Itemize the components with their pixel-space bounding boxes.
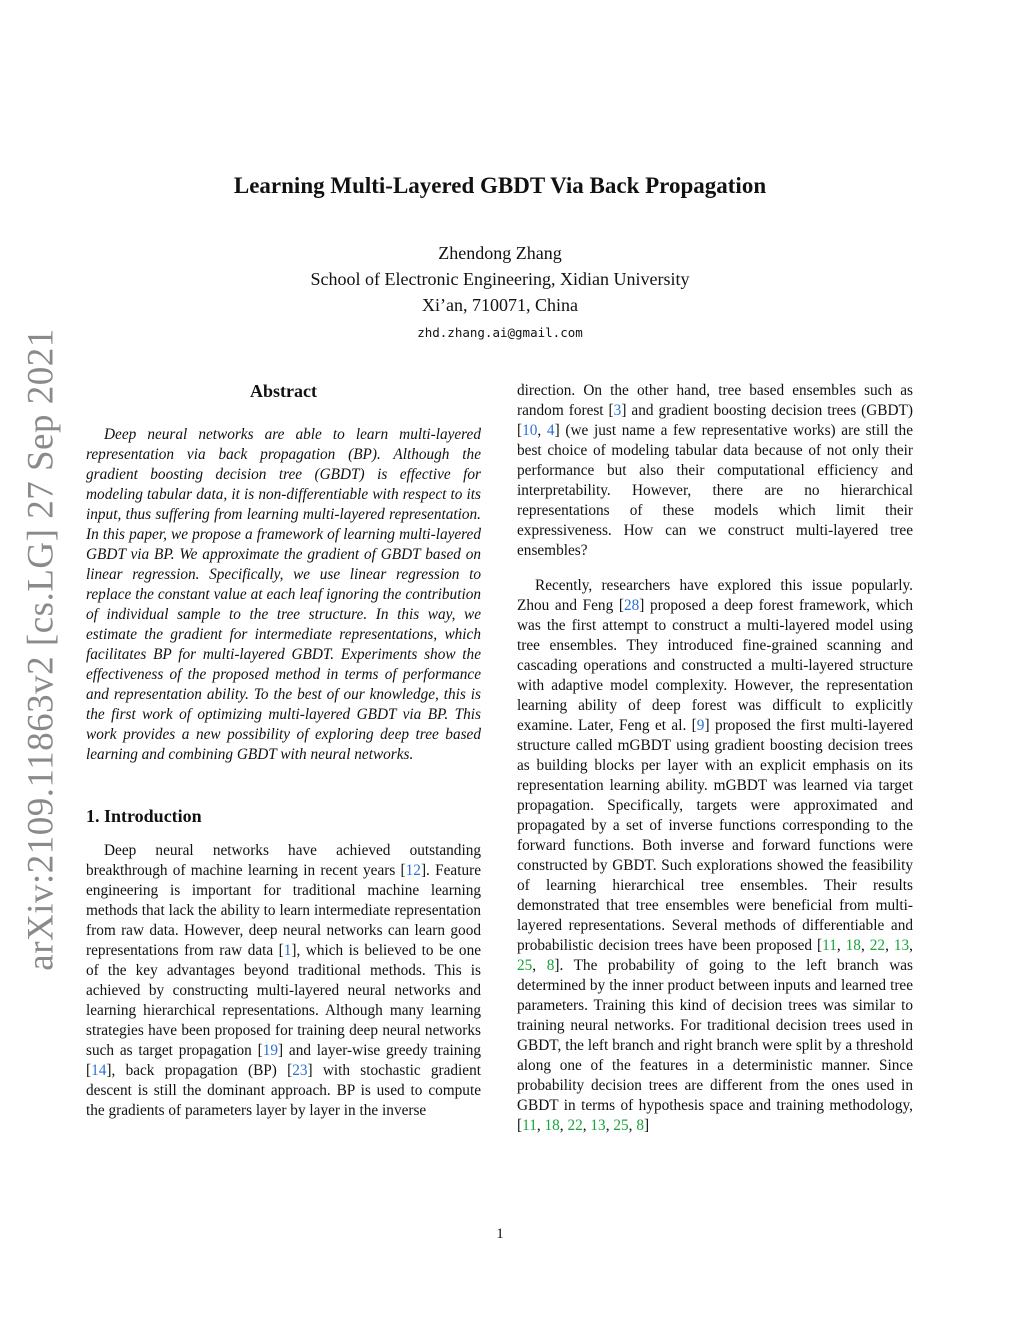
citation-link[interactable]: 1 <box>283 942 292 959</box>
citation-link[interactable]: 4 <box>546 422 555 439</box>
author-email: zhd.zhang.ai@gmail.com <box>417 325 583 340</box>
citation-link[interactable]: 19 <box>262 1042 278 1059</box>
citation-link[interactable]: 12 <box>405 862 421 879</box>
author-affiliation: School of Electronic Engineering, Xidian University <box>310 269 690 289</box>
citation-link[interactable]: 13 <box>590 1117 606 1134</box>
introduction-heading: 1. Introduction <box>86 806 202 826</box>
citation-link[interactable]: 25 <box>613 1117 629 1134</box>
introduction-paragraph-1: Deep neural networks have achieved outstanding breakthrough of machine learning in recent years [12]. Feature engineering is important for traditional machine learning methods that lack the ability to learn intermediate representation from raw data. However, deep neural networks can learn good representations from raw data [1], which is believed to be one of the key advantages beyond traditional methods. This is achieved by constructing multi-layered neural networks and learning hierarchical representations. Although many learning strategies have been proposed for training deep neural networks such as target propagation [19] and layer-wise greedy training [14], back propagation (BP) [23] with stochastic gradient descent is still the dominant approach. BP is used to compute the gradients of parameters layer by layer in the inverse <box>86 842 482 1119</box>
citation-link[interactable]: 11 <box>822 937 837 954</box>
citation-link[interactable]: 8 <box>636 1117 644 1134</box>
arxiv-identifier-stamp <box>5 327 77 971</box>
citation-link[interactable]: 9 <box>696 717 705 734</box>
citation-link[interactable]: 22 <box>869 937 886 954</box>
author-location: Xi’an, 710071, China <box>422 295 578 315</box>
abstract-heading: Abstract <box>250 381 317 401</box>
citation-link[interactable]: 18 <box>845 937 861 954</box>
paper-title: Learning Multi-Layered GBDT Via Back Propagation <box>233 173 767 198</box>
citation-link[interactable]: 8 <box>546 957 555 974</box>
citation-link[interactable]: 25 <box>517 957 533 974</box>
citation-link[interactable]: 22 <box>567 1117 583 1134</box>
citation-link[interactable]: 23 <box>292 1062 308 1079</box>
arxiv-id-text: arXiv:2109.11863v2 [cs.LG] 27 Sep 2021 <box>20 327 62 971</box>
citation-link[interactable]: 10 <box>522 422 538 439</box>
citation-link[interactable]: 18 <box>544 1117 560 1134</box>
right-column <box>517 381 913 1136</box>
introduction-paragraph-2: Recently, researchers have explored this issue popularly. Zhou and Feng [28] proposed a deep forest framework, which was the first attempt to construct a multi-layered model using tree ensembles. They introduced fine-grained scanning and cascading operations and constructed a multi-layered structure with adaptive model complexity. However, the representation learning ability of deep forest was difficult to explicitly examine. Later, Feng et al. [9] proposed the first multi-layered structure called mGBDT using gradient boosting decision trees as building blocks per layer with an explicit emphasis on its representation learning ability. mGBDT was learned via target propagation. Specifically, targets were approximated and propagated by a set of inverse functions corresponding to the forward functions. Both inverse and forward functions were constructed by GBDT. Such explorations showed the feasibility of learning hierarchical tree ensembles. Their results demonstrated that tree ensembles were beneficial from multi-layered representations. Several methods of differentiable and probabilistic decision trees have been proposed [11, 18, 22, 13, 25, 8]. The probability of going to the left branch was determined by the inner product between inputs and learned tree parameters. Training this kind of decision trees was similar to training neural networks. For traditional decision trees used in GBDT, the left branch and right branch were split by a threshold along one of the features in a deterministic manner. Since probability decision trees are different from the ones used in GBDT in terms of hypothesis space and training methodology, [11, 18, 22, 13, 25, 8] <box>517 577 913 1134</box>
citation-link[interactable]: 13 <box>893 937 910 954</box>
citation-link[interactable]: 28 <box>623 597 640 614</box>
citation-link[interactable]: 3 <box>613 402 622 419</box>
left-column <box>86 380 481 1121</box>
citation-link[interactable]: 11 <box>522 1117 537 1134</box>
abstract-text: Deep neural networks are able to learn multi-layered representation via back propagation (BP). Although the gradient boosting decision tree (GBDT) is effective for modeling tabular data, it is non-differentiable with respect to its input, thus suffering from learning multi-layered representation. In this paper, we propose a framework of learning multi-layered GBDT via BP. We approximate the gradient of GBDT based on linear regression. Specifically, we use linear regression to replace the constant value at each leaf ignoring the contribution of individual sample to the tree structure. In this way, we estimate the gradient for intermediate representations, which facilitates BP for multi-layered GBDT. Experiments show the effectiveness of the proposed method in terms of performance and representation ability. To the best of our knowledge, this is the first work of optimizing multi-layered GBDT via BP. This work provides a new possibility of exploring deep tree based learning and combining GBDT with neural networks. <box>86 426 481 763</box>
page-number: 1 <box>496 1226 504 1242</box>
author-name: Zhendong Zhang <box>438 243 562 263</box>
author-block <box>0 240 1000 346</box>
citation-link[interactable]: 14 <box>91 1062 107 1079</box>
introduction-paragraph-1-continued: direction. On the other hand, tree based ensembles such as random forest [3] and gradient boosting decision trees (GBDT) [10, 4] (we just name a few representative works) are still the best choice of modeling tabular data because of not only their performance but also their computational efficiency and interpretability. However, there are no hierarchical representations of these models which limit their expressiveness. How can we construct multi-layered tree ensembles? <box>517 382 913 559</box>
